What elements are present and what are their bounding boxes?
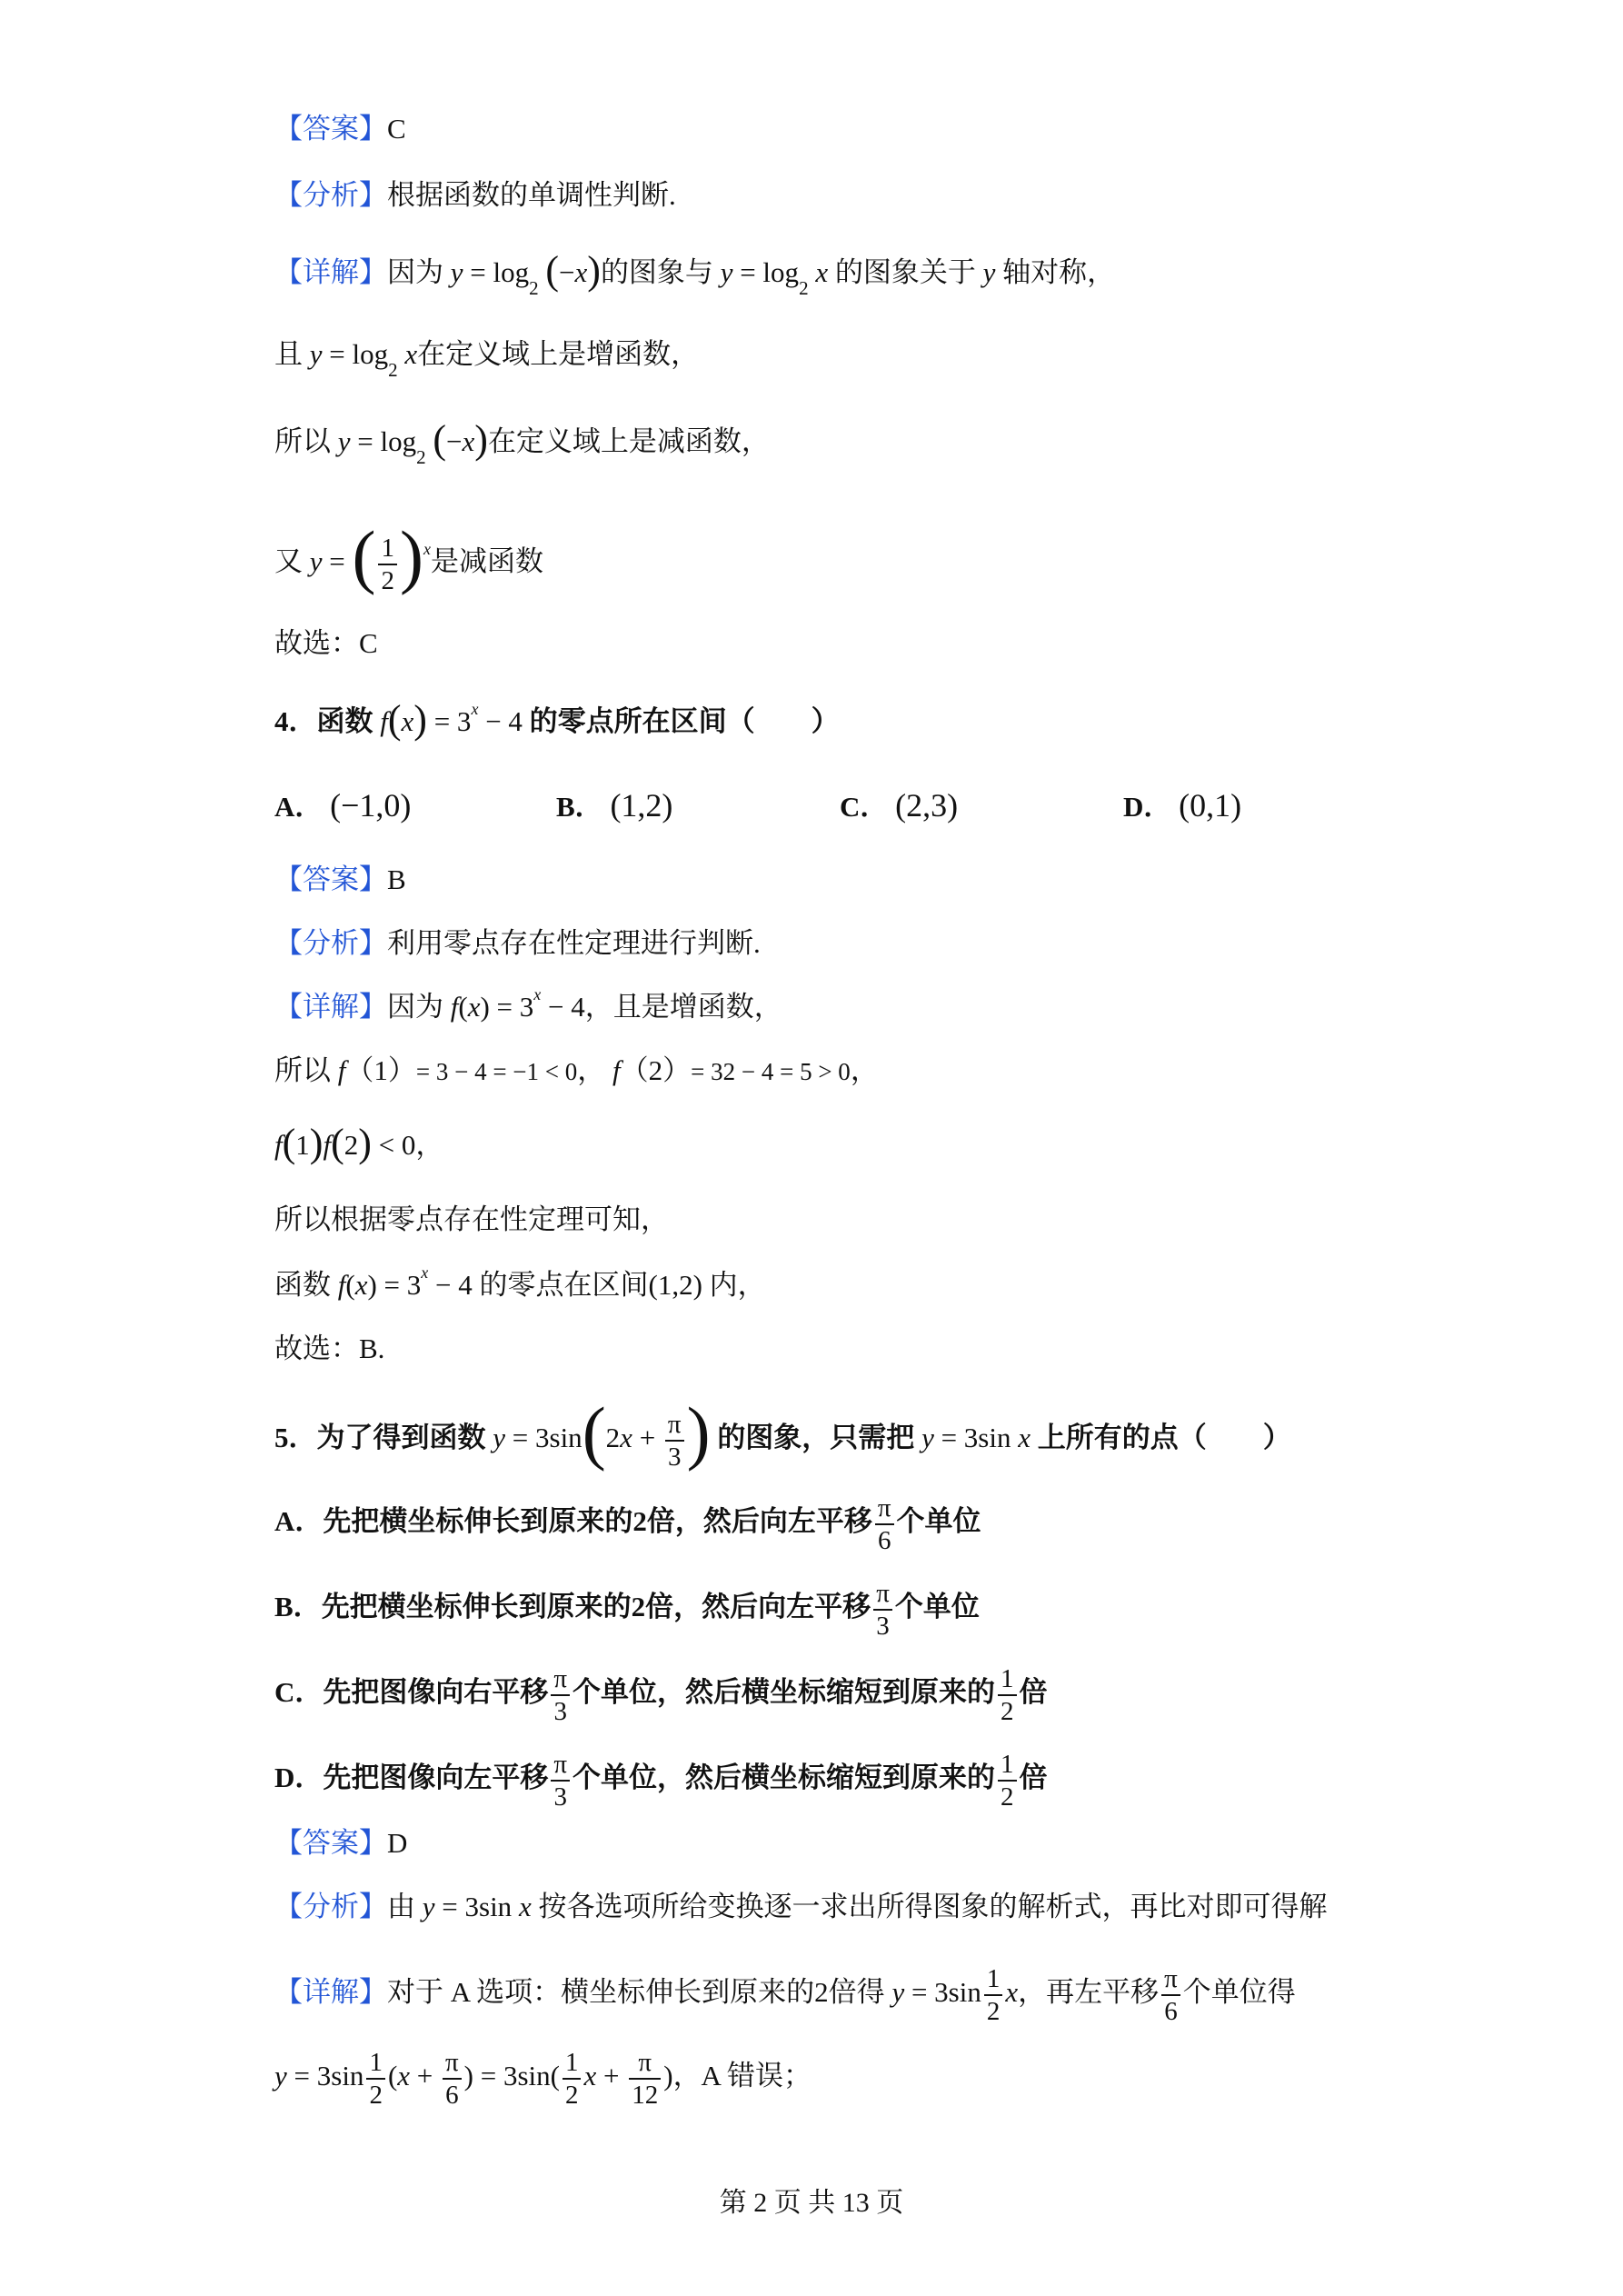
- option-value: (2,3): [895, 787, 959, 824]
- text: （2）: [620, 1054, 692, 1086]
- q5-option-c: [274, 1663, 1048, 1727]
- q4-analysis-line: [274, 925, 761, 962]
- option-text: 倍: [1019, 1676, 1048, 1709]
- answer-tag: 【答案】: [274, 1827, 387, 1859]
- answer-tag: 【答案】: [274, 113, 387, 145]
- answer-value: D: [387, 1827, 408, 1859]
- option-text: 先把图像向左平移: [323, 1762, 549, 1794]
- q5-answer-line: [274, 1825, 407, 1862]
- formula: $\frac{\pi}{3}$: [551, 1663, 570, 1727]
- formula: $\frac{\pi}{6}$: [1161, 1963, 1180, 2027]
- q3-analysis-line: [274, 177, 676, 214]
- text: 的图象，只需把: [717, 1422, 915, 1453]
- page-footer: 第 2 页 共 13 页: [719, 2188, 904, 2218]
- formula: f: [612, 1054, 621, 1086]
- q4-option-d: [1123, 787, 1241, 825]
- q4-answer-line: [274, 862, 406, 898]
- analysis-text: 根据函数的单调性判断.: [387, 179, 676, 211]
- text: ，A 错误；: [672, 2060, 812, 2092]
- option-letter: B．: [274, 1591, 322, 1623]
- formula: = 3 − 4 = −1 < 0: [415, 1058, 578, 1085]
- detail-tag: 【详解】: [274, 991, 387, 1023]
- formula: f: [337, 1054, 346, 1086]
- formula: $\frac{\pi}{3}$: [873, 1578, 892, 1642]
- text: 因为: [387, 256, 443, 288]
- option-text: 先把横坐标伸长到原来的2倍，然后向左平移: [321, 1591, 871, 1623]
- text: ，再左平移: [1018, 1976, 1160, 2009]
- option-text: 倍: [1019, 1762, 1048, 1794]
- formula: $\frac{\pi}{6}$: [875, 1492, 894, 1556]
- option-text: 个单位，然后横坐标缩短到原来的: [573, 1762, 996, 1794]
- formula: (1,2): [648, 1269, 702, 1301]
- formula: $\frac{1}{2}$: [998, 1749, 1017, 1812]
- text: 所以: [274, 425, 331, 457]
- analysis-text: 按各选项所给变换逐一求出所得图象的解析式，再比对即可得解: [538, 1891, 1328, 1922]
- q5-detail-line-2: [274, 2047, 812, 2111]
- formula: $f(x) = 3^x - 4$: [450, 985, 585, 1023]
- formula: $y = \log_2 (-x)$: [450, 248, 601, 299]
- option-text: 先把横坐标伸长到原来的2倍，然后向左平移: [323, 1505, 872, 1538]
- formula: f(1)f(2) < 0: [274, 1121, 416, 1165]
- analysis-tag: 【分析】: [274, 927, 387, 959]
- text: 是减函数: [430, 545, 543, 577]
- text: 上所有的点（ ）: [1037, 1422, 1291, 1453]
- text: 函数: [316, 705, 373, 737]
- text: 在定义域上是减函数，: [487, 425, 770, 457]
- text: ，: [415, 1129, 444, 1161]
- q4-conclusion: 故选：B.: [274, 1333, 385, 1364]
- formula: $\frac{1}{2}$: [998, 1663, 1017, 1727]
- q5-option-d: [274, 1749, 1048, 1812]
- analysis-tag: 【分析】: [274, 1891, 387, 1922]
- analysis-tag: 【分析】: [274, 179, 387, 211]
- option-letter: C．: [840, 791, 889, 823]
- question-number: 4．: [274, 705, 317, 737]
- text: 为了得到函数: [316, 1422, 486, 1453]
- option-letter: A．: [274, 791, 324, 823]
- formula: y = 3sin x: [422, 1891, 532, 1922]
- option-letter: A．: [274, 1505, 324, 1538]
- text: 对于 A 选项：横坐标伸长到原来的2倍得: [387, 1976, 885, 2009]
- answer-tag: 【答案】: [274, 863, 387, 895]
- q3-answer-line: [274, 111, 406, 147]
- q4-option-a: [274, 787, 411, 825]
- option-text: 个单位，然后横坐标缩短到原来的: [573, 1676, 996, 1709]
- q3-detail-line-3: [274, 417, 770, 468]
- text: 的零点在区间: [479, 1269, 649, 1301]
- formula: y = ( $\frac{1}{2}$ )$^x$: [309, 516, 431, 595]
- text: （1）: [345, 1054, 416, 1086]
- text: 且: [274, 338, 303, 370]
- q3-detail-line-1: [274, 248, 1116, 299]
- q4-detail-line-2: 所以 f（1）= 3 − 4 = −1 < 0， f（2）= 32 − 4 = 5 > 0，: [274, 1054, 879, 1086]
- formula: y = 3sin $\frac{1}{2}$ (x + $\frac{\pi}{6}$ ) = 3sin( $\frac{1}{2}$ x + $\frac{\pi}{12}$ ): [274, 2048, 673, 2110]
- formula: y = 3sin x: [921, 1422, 1031, 1453]
- option-value: (0,1): [1179, 787, 1242, 824]
- option-letter: C．: [274, 1676, 324, 1709]
- formula: y: [982, 256, 996, 288]
- text: 的零点所在区间（ ）: [529, 705, 840, 737]
- q5-stem: [274, 1393, 1291, 1472]
- option-text: 个单位: [894, 1591, 980, 1623]
- formula: y = 3sin $\frac{1}{2}$ x: [891, 1964, 1019, 2026]
- q4-detail-line-1: [274, 985, 782, 1029]
- q4-stem: [274, 697, 840, 744]
- text: ，: [850, 1054, 879, 1086]
- q4-detail-line-3: [274, 1123, 443, 1163]
- q4-option-b: [556, 787, 672, 825]
- text: 内，: [709, 1269, 766, 1301]
- detail-tag: 【详解】: [274, 1976, 387, 2009]
- detail-tag: 【详解】: [274, 256, 387, 288]
- q4-option-c: [840, 787, 958, 825]
- q4-detail-line-5: [274, 1263, 766, 1307]
- text: 的图象关于: [834, 256, 976, 288]
- text: 轴对称，: [1002, 256, 1116, 288]
- formula: $y = \log_2 (-x)$: [337, 417, 488, 468]
- option-letter: D．: [274, 1762, 324, 1794]
- formula: $f(x) = 3^x - 4$: [380, 697, 523, 742]
- text: ，且是增函数，: [584, 991, 782, 1023]
- text: 函数: [274, 1269, 331, 1301]
- text: 因为: [387, 991, 443, 1023]
- formula: $f(x) = 3^x - 4$: [337, 1263, 473, 1301]
- answer-value: B: [387, 863, 406, 895]
- q5-analysis-line: [274, 1889, 1327, 1925]
- text: 在定义域上是增函数，: [417, 338, 700, 370]
- option-value: (−1,0): [330, 787, 412, 824]
- q5-option-b: [274, 1578, 980, 1642]
- option-letter: B．: [556, 791, 603, 823]
- q4-detail-line-4: 所以根据零点存在性定理可知，: [274, 1203, 669, 1235]
- option-letter: D．: [1123, 791, 1172, 823]
- text: 个单位得: [1182, 1976, 1296, 2009]
- analysis-text: 利用零点存在性定理进行判断.: [387, 927, 761, 959]
- text: 由: [387, 1891, 415, 1922]
- text: 又: [274, 545, 303, 577]
- formula: y = 3sin(2x + $\frac{\pi}{3}$ ): [493, 1393, 711, 1472]
- option-text: 先把图像向右平移: [323, 1676, 549, 1709]
- answer-value: C: [387, 113, 406, 145]
- text: 的图象与: [600, 256, 713, 288]
- formula: $y = \log_2 x$: [309, 338, 418, 381]
- q3-detail-line-4: [274, 516, 543, 596]
- q3-conclusion: 故选：C: [274, 627, 378, 659]
- q5-option-a: [274, 1492, 981, 1556]
- formula: = 32 − 4 = 5 > 0: [691, 1058, 851, 1085]
- formula: $y = \log_2 x$: [720, 256, 829, 299]
- q5-detail-line-1: [274, 1963, 1296, 2027]
- option-text: 个单位: [896, 1505, 981, 1538]
- option-value: (1,2): [610, 787, 673, 824]
- formula: $\frac{\pi}{3}$: [551, 1749, 570, 1812]
- text: 所以: [274, 1054, 331, 1086]
- question-number: 5．: [274, 1422, 317, 1453]
- q3-detail-line-2: [274, 336, 700, 381]
